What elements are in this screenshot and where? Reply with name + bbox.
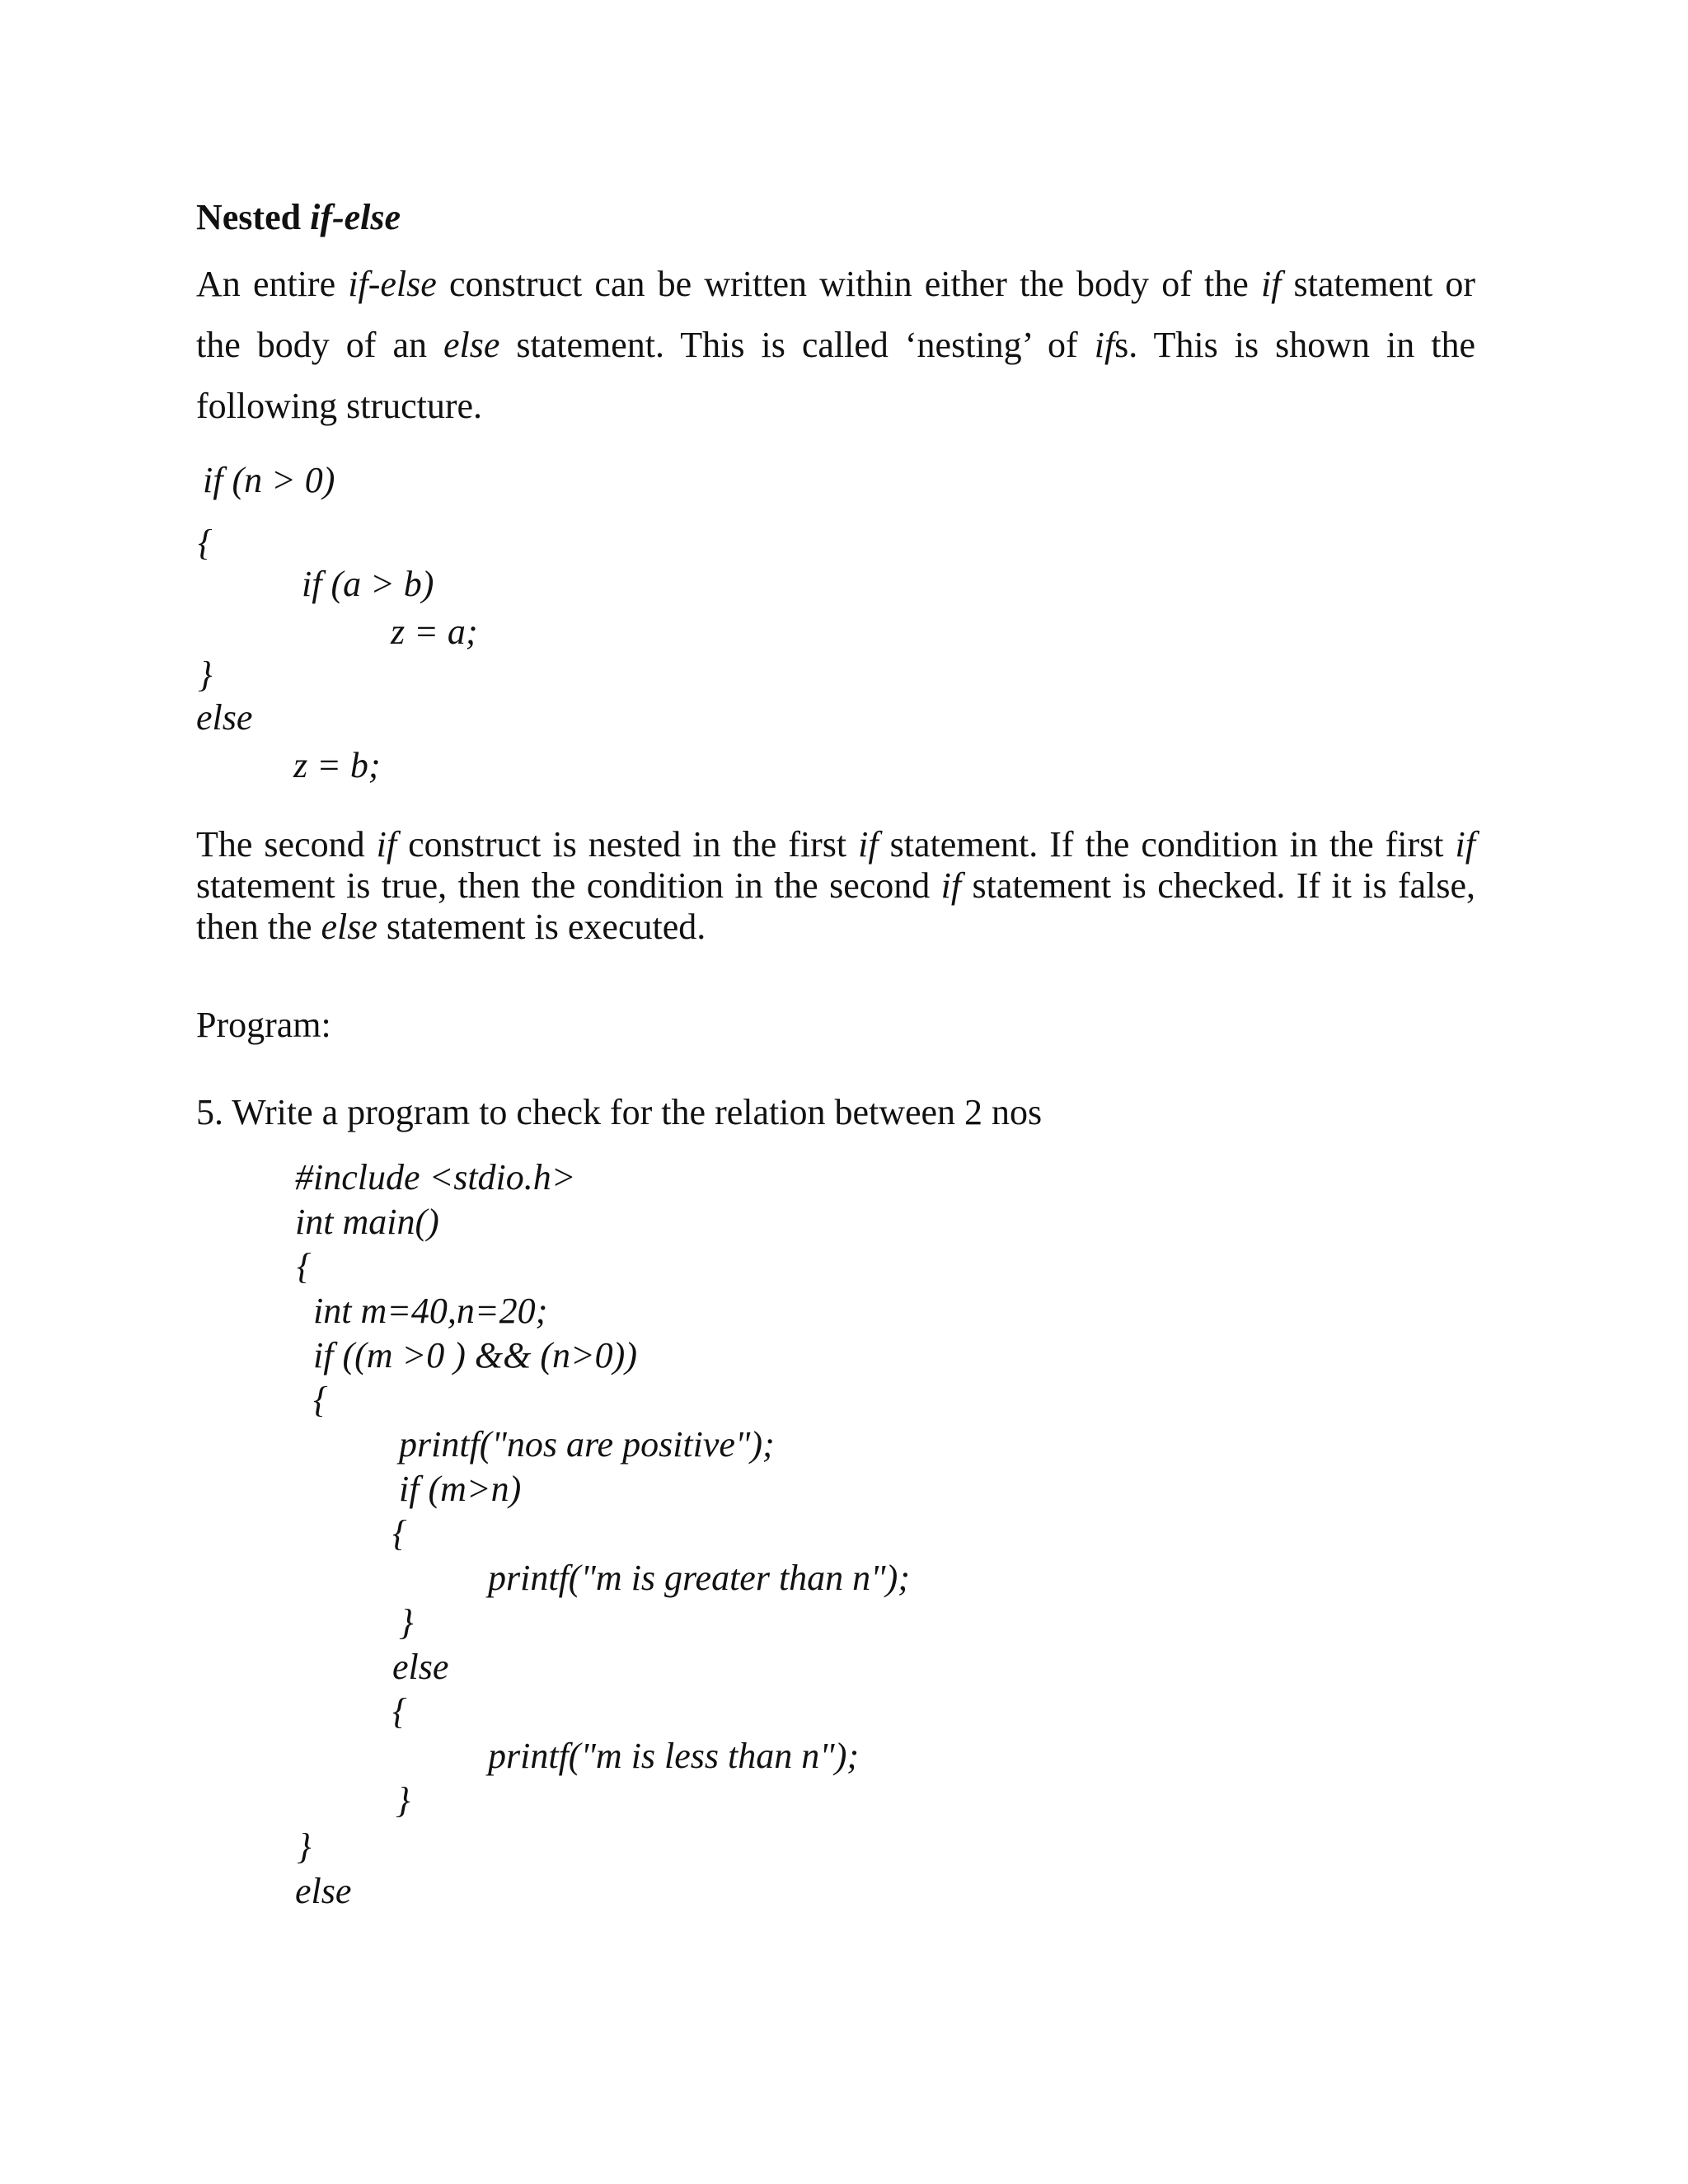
code-line-6: { (313, 1380, 328, 1420)
program-label: Program: (196, 1005, 331, 1045)
intro-paragraph (196, 254, 1475, 437)
code-line-1: #include <stdio.h> (295, 1157, 576, 1197)
heading-italic-text: if-else (310, 197, 401, 237)
code-line-9: { (392, 1513, 407, 1554)
code-line-12: else (392, 1647, 449, 1687)
code-line-11: } (399, 1602, 414, 1643)
text-span: statement is checked. If it is false, then the (196, 865, 1476, 947)
code-line-10: printf("m is greater than n"); (488, 1558, 910, 1598)
code-line-5: if ((m >0 ) && (n>0)) (313, 1335, 637, 1376)
text-span: The second (196, 824, 377, 865)
text-span: statement. This is called ‘nesting’ of (499, 325, 1095, 365)
section-heading (196, 194, 401, 241)
code-line-7: printf("nos are positive"); (399, 1424, 775, 1465)
heading-text: Nested (196, 197, 311, 237)
code-line-14: printf("m is less than n"); (488, 1736, 860, 1776)
italic-keyword: if-else (348, 264, 437, 304)
code-line-4: int m=40,n=20; (313, 1291, 548, 1331)
code-line-16: } (297, 1826, 312, 1867)
italic-keyword: if (858, 824, 879, 865)
structure-line-2: { (198, 523, 213, 563)
structure-line-5: } (198, 654, 213, 695)
text-span: statement is true, then the condition in the second (196, 865, 941, 906)
structure-line-6: else (196, 697, 253, 738)
italic-keyword: else (321, 907, 377, 947)
text-span: s. This is shown in the following structure. (196, 325, 1476, 426)
code-line-2: int main() (295, 1202, 439, 1242)
italic-keyword: if (1455, 824, 1475, 865)
italic-keyword: if (376, 824, 397, 865)
text-span: statement or the body of an (196, 264, 1475, 365)
italic-keyword: if (940, 865, 962, 906)
code-line-15: } (396, 1780, 410, 1821)
italic-keyword: if (1094, 325, 1115, 365)
italic-keyword: else (443, 325, 500, 365)
code-line-17: else (295, 1871, 352, 1911)
structure-line-3: if (a > b) (302, 564, 434, 604)
task-title: 5. Write a program to check for the relation between 2 nos (196, 1092, 1043, 1132)
code-line-8: if (m>n) (399, 1469, 522, 1509)
structure-line-4: z = a; (391, 612, 478, 652)
structure-line-7: z = b; (293, 745, 381, 785)
explanation-paragraph (196, 824, 1475, 948)
text-span: An entire (196, 264, 349, 304)
text-span: construct can be written within either the body of the (436, 264, 1261, 304)
structure-line-1: if (n > 0) (203, 460, 335, 500)
code-line-3: { (297, 1246, 312, 1286)
italic-keyword: if (1260, 264, 1282, 304)
text-span: statement is executed. (377, 907, 706, 947)
text-span: construct is nested in the first (396, 824, 859, 865)
code-line-13: { (392, 1691, 407, 1732)
text-span: statement. If the condition in the first (878, 824, 1456, 865)
